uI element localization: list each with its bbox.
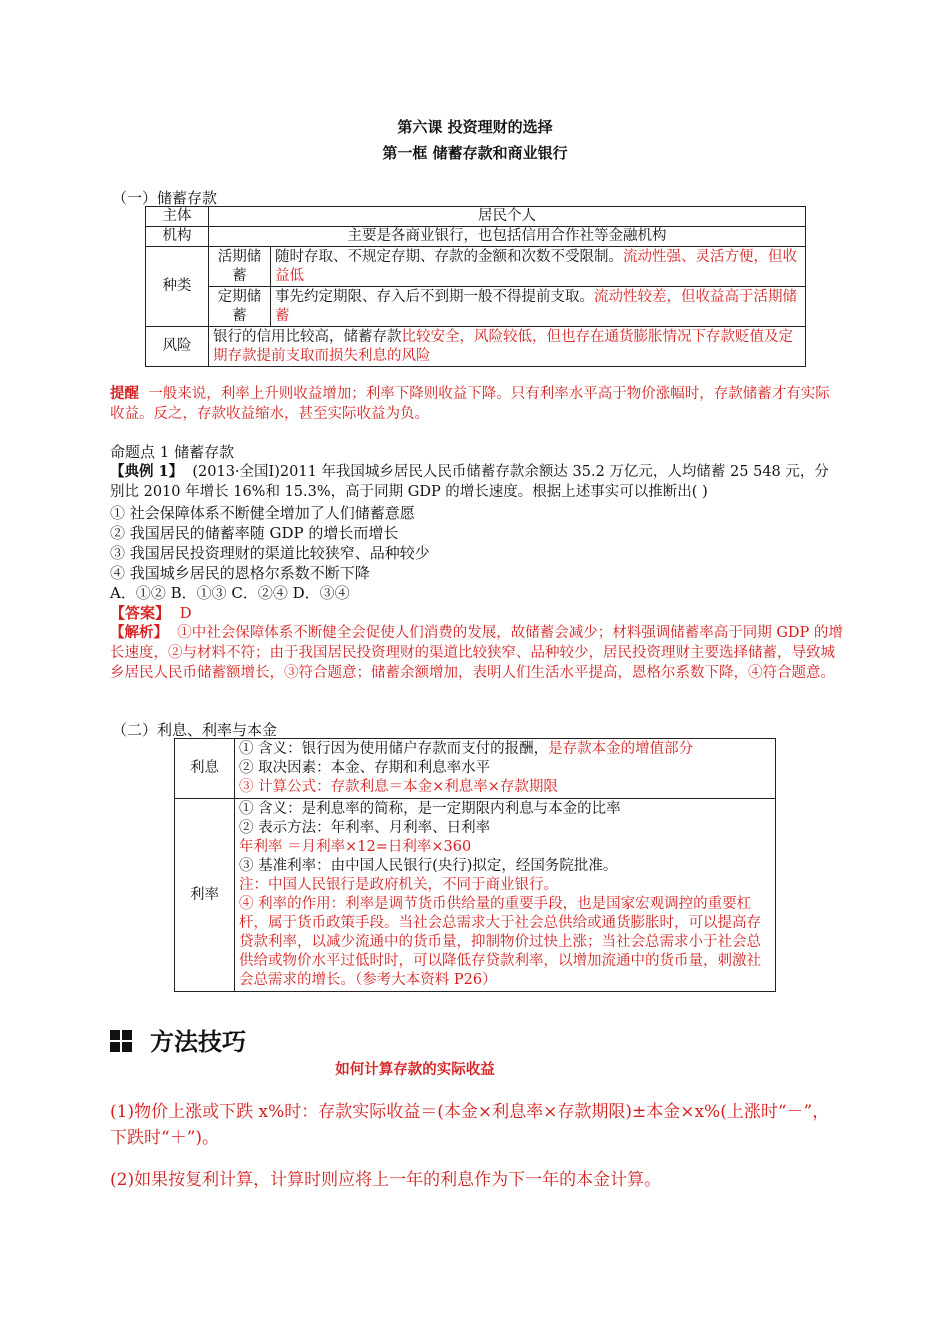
subject-value: 居民个人 [209,207,806,227]
choices: A．①② B．①③ C．②④ D．③④ [110,584,350,602]
org-label: 机构 [146,227,209,247]
method-heading: 方法技巧 [150,1028,246,1056]
types-label: 种类 [146,247,209,327]
lesson-title: 第六课 投资理财的选择 [397,118,553,136]
answer: 【答案】 D [110,604,192,622]
analysis: 【解析】 ①中社会保障体系不断健全会促使人们消费的发展，故储蓄会减少；材料强调储蓄率高于同期 GDP 的增长速度，②与材料不符；由于我国居民投资理财的渠道比较狭窄、品种较少，居民投资理财主要选择储蓄，导致城乡居民人民币储蓄额增长，③符合题意；储蓄余额增加，表明人们生活水平提高，恩格尔系数下降，④符合题意。 [110,624,843,681]
example-question: 【典例 1】 (2013·全国Ⅰ)2011 年我国城乡居民人民币储蓄存款余额达 35.2 万亿元，人均储蓄 25 548 元，分别比 2010 年增长 16%和 15.3%，高于同期 GDP 的增长速度。根据上述事实可以推断出( ) [110,463,829,500]
demand-desc: 随时存取、不规定存期、存款的金额和次数不受限制。流动性强、灵活方便，但收益低 [271,247,806,287]
section2-heading: （二）利息、利率与本金 [112,721,278,739]
method-subtitle: 如何计算存款的实际收益 [335,1062,495,1078]
option-2: ② 我国居民的储蓄率随 GDP 的增长而增长 [110,524,399,542]
org-value: 主要是各商业银行，也包括信用合作社等金融机构 [209,227,806,247]
rate-desc: ① 含义：是利息率的简称，是一定期限内利息与本金的比率 ② 表示方法：年利率、月利率、日利率 年利率 ＝月利率×12=日利率×360 ③ 基准利率：由中国人民银行(央行)拟定，经国务院批准。 注：中国人民银行是政府机关，不同于商业银行。 ④ 利率的作用：利率是调节货币供给量的重要手段，也是国家宏观调控的重要杠杆，属于货币政策手段。当社会总需求大于社会总供给或通货膨胀时，可以提高存贷款利率，以减少流通中的货币量，抑制物价过快上涨；当社会总需求小于社会总供给或物价水平过低时时，可以降低存贷款利率，以增加流通中的货币量，刺激社会总需求的增长。（参考大本资料 P26） [235,799,776,992]
point1-heading: 命题点 1 储蓄存款 [110,443,235,461]
demand-label: 活期储蓄 [209,247,271,287]
reminder-label: 提醒 [110,386,139,402]
rate-label: 利率 [175,799,235,992]
analysis-label: 【解析】 [110,624,168,641]
section1-heading: （一）储蓄存款 [112,189,218,207]
option-4: ④ 我国城乡居民的恩格尔系数不断下降 [110,564,370,582]
risk-label: 风险 [146,327,209,367]
example-label: 【典例 1】 [110,463,184,480]
option-1: ① 社会保障体系不断健全增加了人们储蓄意愿 [110,504,415,522]
section-title: 第一框 储蓄存款和商业银行 [382,144,568,162]
method-p1: (1)物价上涨或下跌 x%时：存款实际收益＝(本金×利息率×存款期限)±本金×x%(上涨时“－”，下跌时“＋”)。 [110,1102,830,1148]
subject-label: 主体 [146,207,209,227]
savings-table [145,206,806,367]
interest-desc: ① 含义：银行因为使用储户存款而支付的报酬，是存款本金的增值部分 ② 取决因素：本金、存期和利息率水平 ③ 计算公式：存款利息＝本金×利息率×存款期限 [235,739,776,799]
interest-table [174,738,776,992]
risk-desc: 银行的信用比较高，储蓄存款比较安全，风险较低，但也存在通货膨胀情况下存款贬值及定期存款提前支取而损失利息的风险 [209,327,806,367]
method-p2: (2)如果按复利计算，计算时则应将上一年的利息作为下一年的本金计算。 [110,1170,662,1190]
reminder: 提醒 一般来说，利率上升则收益增加；利率下降则收益下降。只有利率水平高于物价涨幅时，存款储蓄才有实际收益。反之，存款收益缩水，甚至实际收益为负。 [110,386,830,422]
option-3: ③ 我国居民投资理财的渠道比较狭窄、品种较少 [110,544,430,562]
options-list [110,503,430,603]
grid-icon [110,1030,132,1052]
interest-label: 利息 [175,739,235,799]
fixed-desc: 事先约定期限、存入后不到期一般不得提前支取。流动性较差，但收益高于活期储蓄 [271,287,806,327]
fixed-label: 定期储蓄 [209,287,271,327]
